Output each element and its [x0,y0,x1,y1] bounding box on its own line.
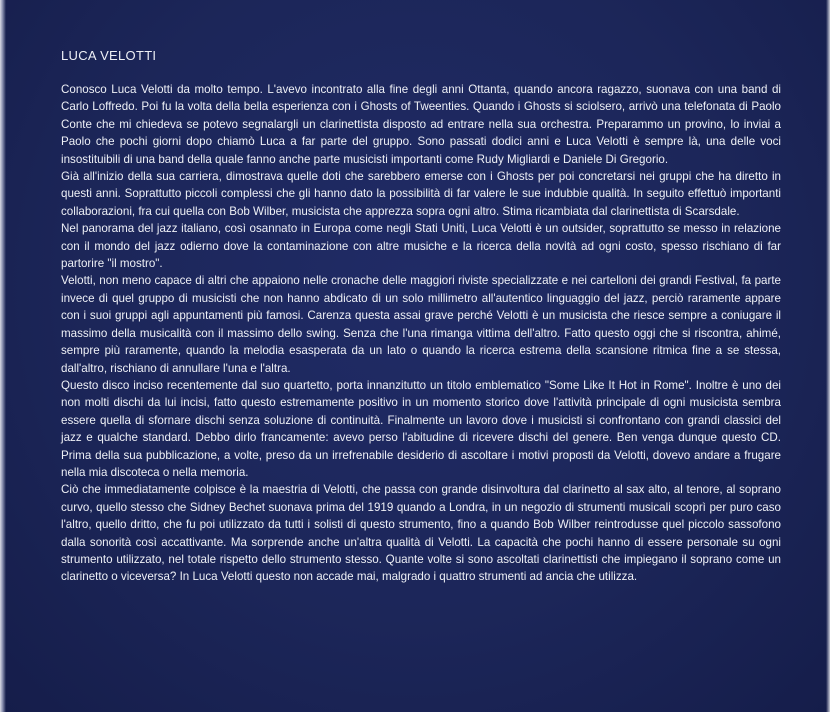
page-edge-right [826,0,830,712]
article-title: LUCA VELOTTI [61,48,157,63]
paragraph-instruments: Ciò che immediatamente colpisce è la maestria di Velotti, che passa con grande disinvoltura dal clarinetto al sax alto, al tenore, al soprano curvo, quello stesso che Sidney Bechet suonava prima del 1919 quando a Londra, in un negozio di strumenti musicali scoprì per puro caso l'altro, quello dritto, che fu poi utilizzato da tutti i solisti di questo strumento, fino a quando Bob Wilber reintrodusse quel piccolo sassofono dalla sonorità così accattivante. Ma sorprende anche un'altra qualità di Velotti. La capacità che pochi hanno di essere personale su ogni strumento utilizzato, nel totale rispetto dello strumento stesso. Quante volte si sono ascoltati clarinettisti che impiegano il soprano come un clarinetto o viceversa? In Luca Velotti questo non accade mai, malgrado i quattro strumenti ad ancia che utilizza. [61,483,781,584]
paragraph-musicianship: Velotti, non meno capace di altri che appaiono nelle cronache delle maggiori riviste specializzate e nei cartelloni dei grandi Festival, fa parte invece di quel gruppo di musicisti che non hanno abdicato di un solo millimetro all'autentico linguaggio del jazz, perciò raramente appare con i suoi gruppi agli appuntamenti più famosi. Carenza questa assai grave perché Velotti è un musicista che riesce sempre a coniugare il massimo della musicalità con il massimo dello swing. Senza che l'una rimanga vittima dell'altro. Fatto questo oggi che si riscontra, ahimé, sempre più raramente, quando la melodia esasperata da un lato o quando la ricerca estrema della scansione ritmica fine a se stessa, dall'altro, rischiano di annullare l'una e l'altra. [61,274,781,375]
paragraph-record: Questo disco inciso recentemente dal suo quartetto, porta innanzitutto un titolo emblematico "Some Like It Hot in Rome". Inoltre è uno dei non molti dischi da lui incisi, fatto questo estremamente positivo in un momento storico dove l'attività principale di ogni musicista sembra essere quella di sfornare dischi senza soluzione di continuità. Finalmente un lavoro dove i musicisti si confrontano con grandi classici del jazz e qualche standard. Debbo dirlo francamente: avevo perso l'abitudine di ricevere dischi del genere. Ben venga dunque questo CD. Prima della sua pubblicazione, a volte, preso da un irrefrenabile desiderio di ascoltare i motivi proposti da Velotti, dovevo andare a frugare nella mia discoteca o nella memoria. [61,378,781,479]
paragraph-intro: Conosco Luca Velotti da molto tempo. L'avevo incontrato alla fine degli anni Ottanta, quando ancora ragazzo, suonava con una band di Carlo Loffredo. Poi fu la volta della bella esperienza con i Ghosts of Tweenties. Quando i Ghosts si sciolsero, arrivò una telefonata di Paolo Conte che mi chiedeva se potevo segnalargli un clarinettista disposto ad entrare nella sua orchestra. Preparammo un provino, lo inviai a Paolo che pochi giorni dopo chiamò Luca a far parte del gruppo. Sono passati dodici anni e Luca Velotti è sempre là, una delle voci insostituibili di una band della quale fanno anche parte musicisti importanti come Rudy Migliardi e Daniele Di Gregorio. [61,83,781,166]
article-body [61,81,781,586]
paragraph-italian-jazz: Nel panorama del jazz italiano, così osannato in Europa come negli Stati Uniti, Luca Velotti è un outsider, soprattutto se messo in relazione con il mondo del jazz odierno dove la contaminazione con altre musiche e la ricerca della novità ad ogni costo, spesso rischiano di far partorire "il mostro". [61,222,781,271]
page-edge-left [0,0,6,712]
liner-notes-content [61,48,781,586]
paragraph-career: Già all'inizio della sua carriera, dimostrava quelle doti che sarebbero emerse con i Ghosts per poi concretarsi nei gruppi che ha diretto in questi anni. Soprattutto piccoli complessi che gli hanno dato la possibilità di far valere le sue indubbie qualità. In seguito effettuò importanti collaborazioni, fra cui quella con Bob Wilber, musicista che apprezza sopra ogni altro. Stima ricambiata dal clarinettista di Scarsdale. [61,170,781,218]
